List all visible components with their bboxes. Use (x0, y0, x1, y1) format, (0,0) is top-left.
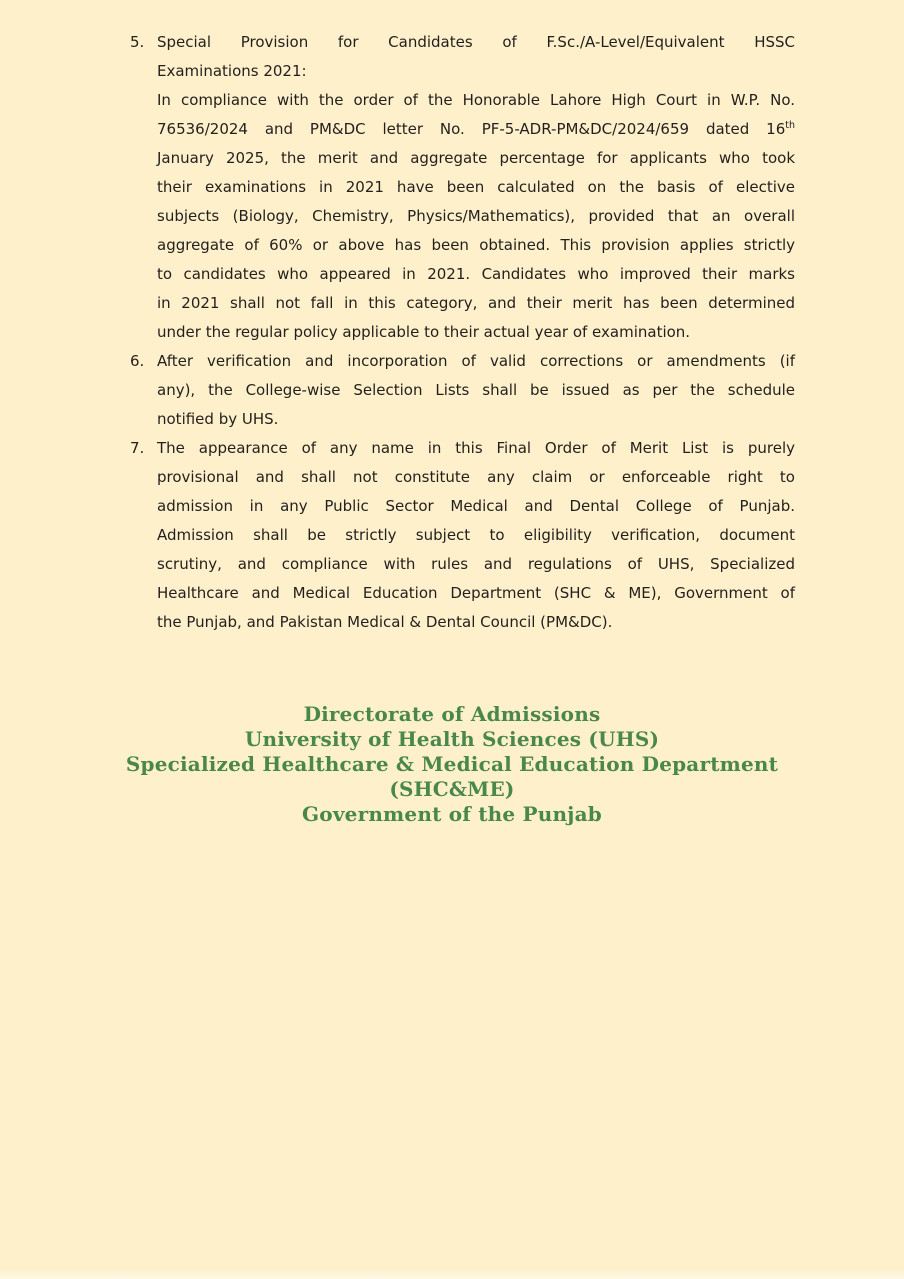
text-line-content: provisional and shall not constitute any claim or enforceable right to (157, 468, 795, 486)
text-line (157, 347, 795, 376)
signature-line: Directorate of Admissions (303, 702, 601, 726)
text-line (157, 28, 795, 57)
text-line-content: Special Provision for Candidates of F.Sc./A-Level/Equivalent HSSC (157, 33, 795, 51)
item-body (157, 434, 795, 637)
numbered-list (130, 28, 795, 637)
text-line (157, 318, 795, 347)
text-line-content: in 2021 shall not fall in this category, and their merit has been determined (157, 294, 795, 312)
text-line (157, 173, 795, 202)
text-line-content: In compliance with the order of the Honorable Lahore High Court in W.P. No. (157, 91, 795, 109)
text-line-content: scrutiny, and compliance with rules and regulations of UHS, Specialized (157, 555, 795, 573)
text-line (157, 434, 795, 463)
text-line-content: their examinations in 2021 have been calculated on the basis of elective (157, 178, 795, 196)
text-line (157, 231, 795, 260)
document-page-content (0, 0, 904, 637)
text-line (157, 521, 795, 550)
text-line-content: Admission shall be strictly subject to eligibility verification, document (157, 526, 795, 544)
text-line-content: January 2025, the merit and aggregate percentage for applicants who took (157, 149, 795, 167)
text-line (157, 579, 795, 608)
text-line-content: Examinations 2021: (157, 62, 307, 80)
text-line-content: any), the College-wise Selection Lists shall be issued as per the schedule (157, 381, 795, 399)
text-line (157, 492, 795, 521)
text-line-content: The appearance of any name in this Final Order of Merit List is purely (157, 439, 795, 457)
text-line (157, 86, 795, 115)
text-line-content: the Punjab, and Pakistan Medical & Dental Council (PM&DC). (157, 613, 613, 631)
text-line-content: to candidates who appeared in 2021. Candidates who improved their marks (157, 265, 795, 283)
item-body (157, 347, 795, 434)
list-item (130, 28, 795, 347)
text-line (157, 608, 795, 637)
text-line (157, 463, 795, 492)
signature-block (0, 702, 904, 827)
text-line (157, 260, 795, 289)
page-bottom-edge (0, 1269, 904, 1279)
text-line-content: subjects (Biology, Chemistry, Physics/Mathematics), provided that an overall (157, 207, 795, 225)
text-line-content: notified by UHS. (157, 410, 279, 428)
item-body (157, 28, 795, 347)
text-line (157, 57, 795, 86)
text-line-content: After verification and incorporation of valid corrections or amendments (if (157, 352, 795, 370)
text-line (157, 289, 795, 318)
text-line (157, 550, 795, 579)
text-line-content: Healthcare and Medical Education Department (SHC & ME), Government of (157, 584, 795, 602)
signature-line: Specialized Healthcare & Medical Education Department (125, 752, 779, 776)
text-line-content: aggregate of 60% or above has been obtained. This provision applies strictly (157, 236, 795, 254)
text-line-content: 76536/2024 and PM&DC letter No. PF-5-ADR-PM&DC/2024/659 dated 16 (157, 120, 786, 138)
item-number: 6. (130, 352, 145, 370)
text-line-content: under the regular policy applicable to their actual year of examination. (157, 323, 691, 341)
signature-line: Government of the Punjab (302, 802, 602, 826)
item-number: 5. (130, 33, 145, 51)
text-line (157, 376, 795, 405)
signature-line: University of Health Sciences (UHS) (244, 727, 660, 751)
text-line (157, 405, 795, 434)
text-line (157, 115, 795, 144)
item-number: 7. (130, 439, 145, 457)
list-item (130, 347, 795, 434)
text-line-content: admission in any Public Sector Medical and Dental College of Punjab. (157, 497, 795, 515)
superscript: th (785, 120, 795, 131)
text-line (157, 144, 795, 173)
signature-line: (SHC&ME) (389, 777, 515, 801)
text-line (157, 202, 795, 231)
list-item (130, 434, 795, 637)
